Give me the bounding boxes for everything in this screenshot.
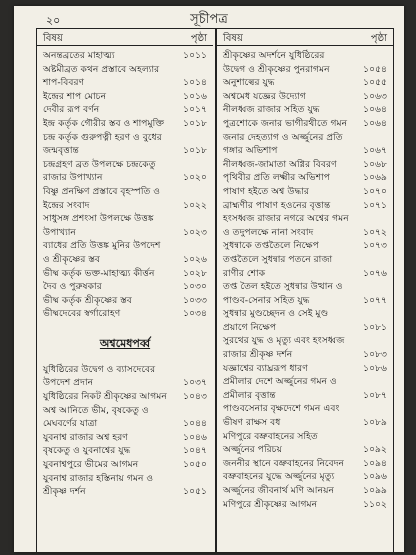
entry-title: যুবনাশ্ব রাজার অশ্ব হরণ	[43, 431, 128, 443]
toc-entry	[37, 103, 213, 117]
entry-page: ১০৬৪	[363, 117, 387, 129]
toc-entry	[37, 390, 213, 404]
entry-title: ইন্দ্রের শাপ মোচন	[43, 90, 107, 102]
entry-title: ব্রাহ্মণীর পাষাণ হওনের বৃত্তান্ত	[223, 199, 331, 211]
toc-entry	[217, 185, 393, 199]
entry-page: ১০৮৬	[363, 362, 387, 374]
entry-page: ১০৯৬	[363, 471, 387, 483]
entry-title: জননীর স্থানে বভ্রুবাহনের নিবেদন	[223, 457, 345, 469]
right-column-header	[217, 29, 393, 46]
entry-title: দেবীর রূপ বর্ণন	[43, 104, 100, 116]
entry-title: জনার দেহত্যাগ ও অর্জ্জুনের প্রতি গঙ্গার অভিশাপ	[223, 131, 343, 157]
toc-entry	[217, 90, 393, 104]
entry-title: চন্দ্র কর্তৃক গুরুপত্নী হরণ ও বুধের জন্মবৃত্তান্ত	[43, 131, 162, 157]
page-header: পৃষ্ঠা	[370, 33, 387, 44]
entry-page: ১০৭৭	[363, 294, 387, 306]
subject-header: বিষয়	[43, 33, 63, 44]
entry-title: অর্জ্জুনের জীবনার্থ মণি আনয়ন	[223, 485, 335, 496]
page-number: ২০	[46, 14, 61, 27]
entry-page: ১০২৩	[183, 226, 207, 238]
toc-entry	[217, 103, 393, 117]
subject-header: বিষয়	[223, 33, 243, 44]
entry-title: প্রমীলার দেশে অর্জ্জুনের গমন ও প্রমীলার বৃত্তান্ত	[223, 376, 337, 401]
entry-page: ১০৯২	[363, 444, 387, 456]
book-page	[14, 6, 404, 552]
toc-entry	[217, 212, 393, 239]
entry-title: সুধন্বার মুণ্ডচ্ছেদন ও সেই মুণ্ড প্রয়াগে নিক্ষেপ	[223, 308, 329, 333]
toc-entry	[217, 362, 393, 376]
entry-page: ১০৩৪	[183, 308, 207, 320]
entry-page: ১০৫১	[183, 486, 207, 498]
entry-page: ১০৮৭	[363, 389, 387, 401]
toc-entry	[217, 334, 393, 361]
toc-table	[36, 28, 394, 552]
entry-page: ১০২২	[183, 199, 207, 211]
entry-title: অনন্তব্রতের মাহাত্ম্য	[43, 50, 115, 61]
entry-title: অষ্টমীব্রত কথন প্রস্তাবে অহল্যার শাপ-বিবরণ	[43, 63, 160, 89]
entry-title: তপ্ত তৈল হইতে সুধন্বার উত্থান ও পাণ্ডব-সেনার সহিত যুদ্ধ	[223, 281, 343, 306]
entry-title: যুধিষ্ঠিরের নিকট শ্রীকৃষ্ণের আগমন	[43, 391, 167, 403]
entry-page: ১০৬৭	[363, 145, 387, 157]
entry-page: ১০২৬	[183, 253, 207, 265]
entry-page: ১০৩৭	[183, 377, 207, 389]
entry-page: ১০১৭	[183, 104, 207, 116]
entry-title: বৃষকেতু ও যুবনাশ্বের যুদ্ধ	[43, 445, 131, 457]
toc-entry	[217, 171, 393, 185]
toc-entry	[37, 90, 213, 104]
entry-title: সুরথের যুদ্ধ ও মৃত্যু এবং হংসধ্বজ রাজার শ্রীকৃষ্ণ দর্শন	[223, 335, 345, 361]
toc-entry	[217, 131, 393, 158]
right-entries	[217, 46, 393, 511]
toc-entry	[217, 158, 393, 172]
toc-entry	[217, 253, 393, 280]
entry-page: ১০৭২	[363, 226, 387, 238]
section-entries	[37, 360, 213, 499]
toc-entry	[37, 117, 213, 131]
toc-entry	[217, 307, 393, 334]
entry-page: ১০৭০	[363, 185, 387, 197]
entry-title: পাণ্ডবসেনার বৃক্ষদেশে গমন এবং ভীষণ রাক্ষস বধ	[223, 403, 340, 429]
entry-title: মণিপুরে বভ্রুবাহনের সহিত অর্জ্জুনের পরিচয়	[223, 430, 318, 456]
toc-entry	[37, 472, 213, 499]
page-title: সূচীপত্র	[190, 12, 228, 27]
toc-entry	[37, 131, 213, 158]
entry-page: ১০৪৬	[183, 431, 207, 443]
entry-page: ১০৫৪	[363, 63, 387, 75]
entry-page: ১০৭১	[363, 199, 387, 211]
section-heading: অশ্বমেধপর্ব্ব	[99, 336, 151, 350]
toc-entry	[217, 430, 393, 457]
toc-entry	[37, 363, 213, 390]
entry-page: ১০৩০	[183, 281, 207, 293]
page-header: পৃষ্ঠা	[190, 33, 207, 44]
entry-title: অনুশাল্বের যুদ্ধ	[223, 77, 275, 89]
entry-title: তপ্ততৈলে সুধন্বার পতনে রাজা রাণীর শোক	[223, 253, 333, 279]
entry-title: যুবনাশ্ব রাজার হস্তিনায় গমন ও শ্রীকৃষ্ণ দর্শন	[43, 472, 154, 498]
entry-page: ১০৩৩	[183, 294, 207, 306]
entry-page: ১০৭৩	[363, 240, 387, 252]
entry-page: ১০৬৮	[363, 158, 387, 170]
toc-entry	[37, 431, 213, 445]
toc-entry	[37, 158, 213, 185]
toc-entry	[37, 63, 213, 90]
entry-title: নীলধ্বজ রাজার সহিত যুদ্ধ	[223, 104, 320, 116]
entry-title: পাষাণ হইতে অশ্ব উদ্ধার	[223, 185, 309, 197]
entry-page: ১০৯৪	[363, 457, 387, 469]
entry-page: ১০৭৬	[363, 267, 387, 279]
entry-title: বিষ্ণু প্রনক্ষিণ প্রস্তাবে বৃহস্পতি ও ইন্দ্রের সংবাদ	[43, 185, 161, 211]
toc-entry	[37, 458, 213, 472]
toc-entry	[217, 199, 393, 213]
entry-page: ১০৬৯	[363, 172, 387, 184]
toc-entry	[37, 185, 213, 212]
toc-entry	[37, 307, 213, 321]
toc-entry	[37, 212, 213, 239]
entry-title: পুত্রশোকে জনার ভাগীরথীতে গমন	[223, 117, 348, 129]
toc-entry	[37, 444, 213, 458]
entry-title: শ্রীকৃষ্ণের অদর্শনে যুধিষ্ঠিরের উদ্বেগ ও শ্রীকৃষ্ণের পুনরাগমন	[223, 50, 330, 75]
entry-title: ইন্দ্র কর্তৃক গৌরীর স্তব ও শাপমুক্তি	[43, 117, 165, 129]
entry-title: ভীষ্মদেবের স্বর্গারোহণ	[43, 308, 121, 320]
entry-page: ১০২০	[183, 172, 207, 184]
entry-page: ১০২৮	[183, 267, 207, 279]
toc-entry	[37, 267, 213, 281]
left-entries	[37, 46, 213, 321]
entry-title: মণিপুরে শ্রীকৃষ্ণের আগমন	[223, 498, 318, 510]
entry-page: ১০৯৯	[363, 485, 387, 496]
entry-page: ১০১৮	[183, 145, 207, 157]
entry-title: যুবনাশ্বপুরে ভীমের আগমন	[43, 459, 139, 471]
entry-page: ১০১১	[183, 50, 207, 61]
entry-title: সাধুসঙ্গ প্রশংসা উপলক্ষে উত্তঙ্ক উপাখ্যান	[43, 213, 154, 238]
entry-page: ১০৫০	[183, 459, 207, 471]
toc-entry	[37, 280, 213, 294]
entry-title: যুধিষ্ঠিরের উদ্বেগ ও ব্যাসদেবের উপদেশ প্রদান	[43, 363, 156, 389]
entry-page: ১০১৪	[183, 77, 207, 89]
toc-entry	[217, 457, 393, 471]
entry-title: ভীষ্ম কর্তৃক শ্রীকৃষ্ণের স্তব	[43, 294, 132, 306]
entry-title: ব্যাধের প্রতি উত্তঙ্ক মুনির উপদেশ ও শ্রীকৃষ্ণের স্তব	[43, 240, 161, 265]
entry-page: ১০৪৩	[183, 391, 207, 403]
toc-entry	[37, 239, 213, 266]
toc-entry	[217, 49, 393, 76]
entry-page: ১০৬৪	[363, 104, 387, 116]
toc-left-column	[37, 29, 213, 552]
entry-page: ১০১৬	[183, 90, 207, 102]
toc-right-column	[217, 29, 393, 552]
entry-title: যজ্ঞাশ্বের ব্যাঘ্ররূপ ধারণ	[223, 362, 308, 374]
entry-page: ১০৪৭	[183, 445, 207, 457]
entry-page: ১০৫৫	[363, 77, 387, 89]
entry-page: ১১০২	[363, 498, 387, 510]
entry-title: হংসধ্বজ রাজার নগরে অশ্বের গমন ও তদুপলক্ষে নানা সংবাদ	[223, 213, 349, 238]
entry-title: বভ্রুবাহনের যুদ্ধে অর্জ্জুনের মৃত্যু	[223, 471, 335, 483]
entry-page: ১০৮৩	[363, 349, 387, 361]
entry-title: পৃথিবীর প্রতি লক্ষ্মীর অভিশাপ	[223, 172, 331, 184]
toc-entry	[217, 239, 393, 253]
entry-page: ১০৬৩	[363, 90, 387, 102]
toc-entry	[217, 280, 393, 307]
entry-title: অশ্বমেধ যজ্ঞের উদ্যোগ	[223, 90, 306, 102]
entry-title: নীলধ্বজ-জামাতা অগ্নির বিবরণ	[223, 158, 337, 170]
toc-entry	[37, 404, 213, 431]
entry-title: ভীষ্ম কর্তৃক ভক্ত-মাহাত্ম্য কীর্ত্তন	[43, 267, 155, 279]
entry-page: ১০১৮	[183, 117, 207, 129]
entry-page: ১০৮১	[363, 321, 387, 333]
toc-entry	[37, 49, 213, 63]
entry-page: ১০৪৪	[183, 418, 207, 430]
entry-title: দৈব ও পুরুষকার	[43, 281, 102, 293]
toc-entry	[217, 484, 393, 498]
toc-entry	[217, 76, 393, 90]
entry-page: ১০৮৯	[363, 417, 387, 429]
entry-title: চন্দ্রগ্রহণ ব্রত উপলক্ষে চন্দ্রকেতু রাজার উপাখ্যান	[43, 158, 156, 184]
left-column-header	[37, 29, 213, 46]
toc-entry	[217, 402, 393, 429]
toc-entry	[217, 498, 393, 512]
toc-entry	[217, 375, 393, 402]
entry-title: সুধন্বাকে তপ্ততৈলে নিক্ষেপ	[223, 240, 319, 252]
toc-entry	[37, 294, 213, 308]
entry-title: অশ্ব আনিতে ভীম, বৃষকেতু ও মেঘবর্ণের যাত্রা	[43, 404, 149, 430]
toc-entry	[217, 470, 393, 484]
toc-entry	[217, 117, 393, 131]
